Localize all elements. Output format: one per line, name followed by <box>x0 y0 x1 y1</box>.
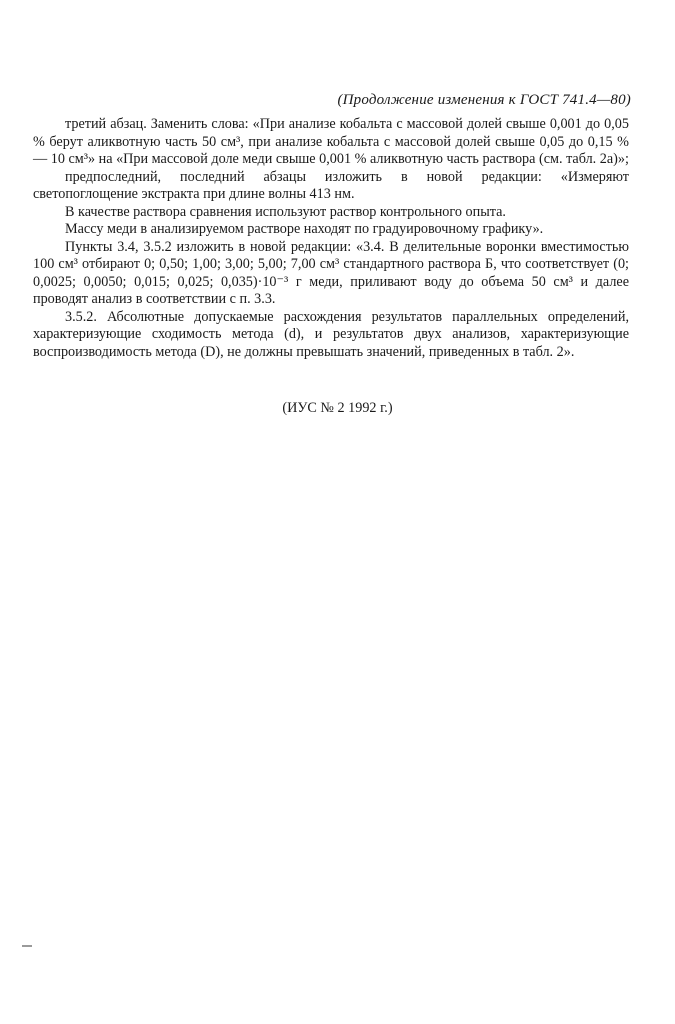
paragraph-4: Массу меди в анализируемом растворе находят по градуировочному графику». <box>65 221 544 237</box>
body-text <box>33 116 629 361</box>
source-reference: (ИУС № 2 1992 г.) <box>282 400 393 416</box>
paragraph-1: третий абзац. Заменить слова: «При анализе кобальта с массовой долей свыше 0,001 до 0,05 % берут аликвотную часть 50 см³, при анализе кобальта с массовой долей свыше 0,05 до 0,15 % — 10 см³» на «При массовой доле меди свыше 0,001 % аликвотную часть раствора (см. табл. 2а)»; <box>33 116 629 167</box>
page-margin-mark <box>22 945 32 947</box>
paragraph-5: Пункты 3.4, 3.5.2 изложить в новой редакции: «3.4. В делительные воронки вместимостью 100 см³ отбирают 0; 0,50; 1,00; 3,00; 5,00; 7,00 см³ стандартного раствора Б, что соответствует (0; 0,0025; 0,0050; 0,015; 0,025; 0,035)·10⁻³ г меди, приливают воду до объема 50 см³ и далее проводят анализ в соответствии с п. 3.3. <box>33 238 629 307</box>
paragraph-2: предпоследний, последний абзацы изложить в новой редакции: «Измеряют светопоглощение экстракта при длине волны 413 нм. <box>33 168 629 202</box>
page-header: (Продолжение изменения к ГОСТ 741.4—80) <box>337 92 631 108</box>
paragraph-3: В качестве раствора сравнения используют раствор контрольного опыта. <box>65 203 506 220</box>
paragraph-6: 3.5.2. Абсолютные допускаемые расхождения результатов параллельных определений, характеризующие сходимость метода (d), и результатов двух анализов, характеризующие воспроизводимость метода (D), не должны превышать значений, приведенных в табл. 2». <box>33 308 629 360</box>
